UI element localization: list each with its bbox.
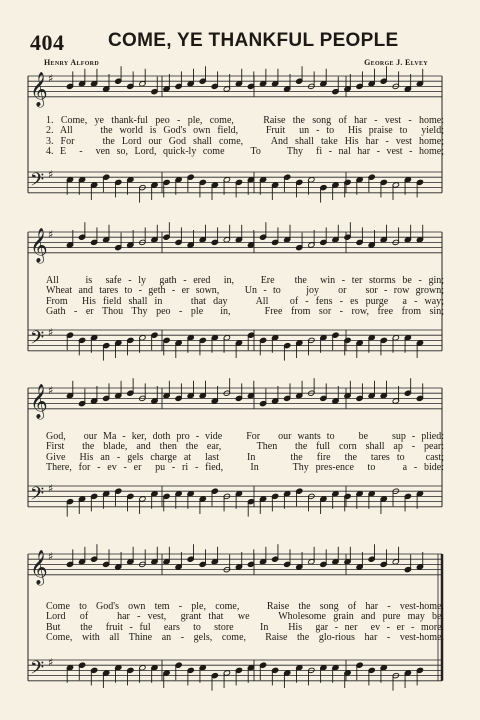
lyric-line: 4. E - ven so, Lord, quick-ly come To Thy fi - nal har - vest - home; (46, 146, 444, 158)
treble-clef-icon: 𝄞 (30, 383, 48, 419)
lyric-line: Come to God's own tem - ple, come, Raise the song of har - vest-home. (46, 601, 444, 612)
lyric-line: Wheat and tares to - geth - er sown, Un - to joy or sor - row grown; (46, 285, 444, 297)
key-signature-icon: ♯ (48, 656, 54, 670)
music-system-3 (26, 378, 444, 528)
lyric-line: 3. For the Lord our God shall come, And shall take His har - vest home; (46, 135, 444, 147)
key-signature-icon: ♯ (48, 550, 54, 564)
page-number: 404 (30, 30, 65, 55)
treble-clef-icon: 𝄞 (30, 549, 48, 585)
key-signature-icon: ♯ (48, 168, 54, 182)
key-signature-icon: ♯ (48, 228, 54, 242)
verse-lyrics-2 (46, 276, 444, 318)
bass-clef-icon: 𝄢 (30, 657, 45, 683)
lyric-line: Lord of har - vest, grant that we Wholesome grain and pure may be. (46, 611, 444, 623)
lyric-line: From His field shall in that day All of - fens - es purge a - way; (46, 295, 444, 307)
lyric-line: There, for - ev - er pu - ri - fied, In Thy pres-ence to a - bide: (46, 462, 444, 474)
lyric-line: All is safe - ly gath - ered in, Ere the win - ter storms be - gin; (46, 275, 444, 286)
lyric-line: 2. All the world is God's own field, Fruit un - to His praise to yield; (46, 125, 444, 137)
lyric-line: Come, with all Thine an - gels, come, Raise the glo-rious har - vest-home. (46, 632, 444, 644)
bass-clef-icon: 𝄢 (30, 169, 45, 195)
key-signature-icon: ♯ (48, 326, 54, 340)
key-signature-icon: ♯ (48, 384, 54, 398)
music-system-4 (26, 542, 444, 712)
lyric-line: Gath - er Thou Thy peo - ple in, Free from sor - row, free from sin; (46, 306, 444, 318)
lyric-line: 1. Come, ye thank-ful peo - ple, come, Raise the song of har - vest - home: (46, 115, 444, 126)
hymn-title: COME, YE THANKFUL PEOPLE (108, 30, 399, 51)
music-system-2 (26, 222, 444, 372)
key-signature-icon: ♯ (48, 482, 54, 496)
lyric-line: But the fruit - ful ears to store In His gar - ner ev - er - more. (46, 621, 444, 633)
key-signature-icon: ♯ (48, 72, 54, 86)
verse-lyrics-4 (46, 602, 444, 644)
composer-credit: George J. Elvey (364, 58, 428, 67)
bass-clef-icon: 𝄢 (30, 483, 45, 509)
treble-clef-icon: 𝄞 (30, 71, 48, 107)
lyric-line: God, our Ma - ker, doth pro - vide For our wants to be sup - plied: (46, 431, 444, 442)
lyric-line: Give His an - gels charge at last In the fire the tares to cast; (46, 451, 444, 463)
verse-lyrics-3 (46, 432, 444, 474)
lyric-line: First the blade, and then the ear, Then the full corn shall ap - pear: (46, 441, 444, 453)
bass-clef-icon: 𝄢 (30, 327, 45, 353)
verse-lyrics-1 (46, 116, 444, 158)
author-credit: Henry Alford (44, 58, 99, 67)
music-system-1 (26, 66, 444, 216)
treble-clef-icon: 𝄞 (30, 227, 48, 263)
